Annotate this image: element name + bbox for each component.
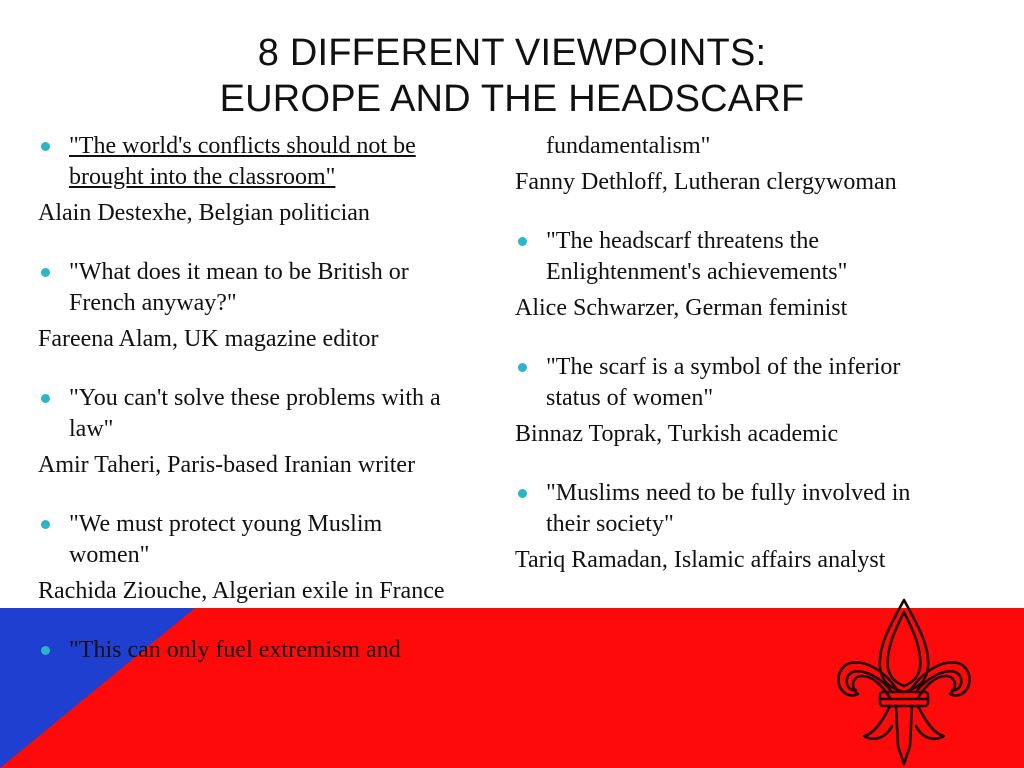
quote-line: Enlightenment's achievements" xyxy=(546,259,848,285)
quote-line: "You can't solve these problems with a xyxy=(69,385,441,411)
quote-item[interactable] xyxy=(38,131,508,193)
fleur-de-lis-icon xyxy=(834,596,974,768)
attribution: Fanny Dethloff, Lutheran clergywoman xyxy=(515,169,897,195)
quote-line: "The scarf is a symbol of the inferior xyxy=(546,354,901,380)
title-line-1: 8 DIFFERENT VIEWPOINTS: xyxy=(257,32,767,74)
attribution: Alice Schwarzer, German feminist xyxy=(515,295,848,321)
attribution: Binnaz Toprak, Turkish academic xyxy=(515,421,839,447)
quote-item xyxy=(515,478,975,540)
quote-line: law" xyxy=(69,416,114,442)
attribution: Fareena Alam, UK magazine editor xyxy=(38,326,379,352)
right-column xyxy=(515,131,975,604)
quote-line[interactable]: brought into the classroom" xyxy=(69,164,336,190)
quote-item xyxy=(38,383,508,445)
quote-line: "The headscarf threatens the xyxy=(546,228,819,254)
quote-line: "Muslims need to be fully involved in xyxy=(546,480,911,506)
attribution: Amir Taheri, Paris-based Iranian writer xyxy=(38,452,416,478)
page-title xyxy=(0,30,1024,122)
quote-line: "We must protect young Muslim xyxy=(69,511,383,537)
bullet-icon xyxy=(41,520,50,529)
bullet-icon xyxy=(41,268,50,277)
bullet-icon xyxy=(41,646,50,655)
quote-item xyxy=(515,352,975,414)
bullet-icon xyxy=(518,489,527,498)
quote-line: women" xyxy=(69,542,150,568)
quote-item xyxy=(515,226,975,288)
bullet-icon xyxy=(518,363,527,372)
quote-line: "What does it mean to be British or xyxy=(69,259,409,285)
quote-line: French anyway?" xyxy=(69,290,237,316)
attribution: Rachida Ziouche, Algerian exile in France xyxy=(38,578,445,604)
quote-line: status of women" xyxy=(546,385,714,411)
quote-item xyxy=(38,635,508,666)
attribution: Tariq Ramadan, Islamic affairs analyst xyxy=(515,547,886,573)
quote-item xyxy=(38,509,508,571)
quote-item xyxy=(38,257,508,319)
quote-line: "This can only fuel extremism and xyxy=(69,637,401,663)
bullet-icon xyxy=(41,142,50,151)
quote-line: their society" xyxy=(546,511,674,537)
bullet-icon xyxy=(518,237,527,246)
left-column xyxy=(38,131,508,666)
bullet-icon xyxy=(41,394,50,403)
attribution: Alain Destexhe, Belgian politician xyxy=(38,200,370,226)
quote-continuation: fundamentalism" xyxy=(546,133,711,159)
quote-line[interactable]: "The world's conflicts should not be xyxy=(69,133,416,159)
title-line-2: EUROPE AND THE HEADSCARF xyxy=(219,78,805,120)
